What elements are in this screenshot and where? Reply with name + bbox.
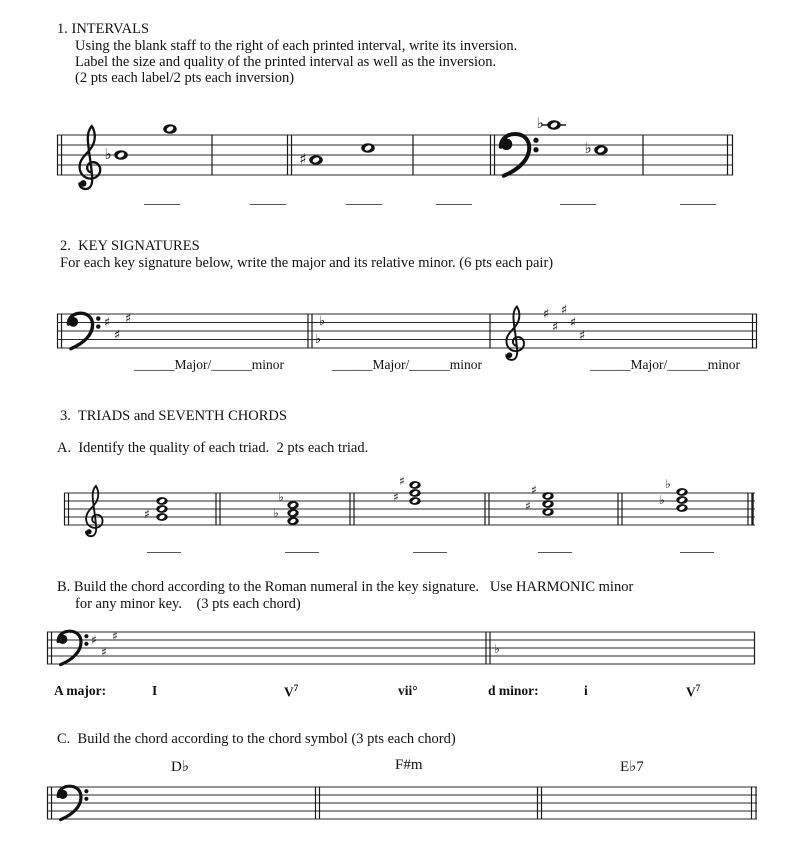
sharp-icon: ♯ xyxy=(578,328,586,344)
whole-note xyxy=(409,481,420,489)
flat-icon: ♭ xyxy=(536,114,544,132)
section2-heading: 2. KEY SIGNATURES xyxy=(60,238,200,254)
whole-note xyxy=(361,143,375,152)
staff-lines xyxy=(57,135,733,175)
whole-note xyxy=(163,124,177,133)
whole-note xyxy=(542,508,553,516)
whole-note xyxy=(547,120,561,129)
sharp-icon: ♯ xyxy=(113,328,121,343)
sharp-icon: ♯ xyxy=(299,150,307,168)
sharp-icon: ♯ xyxy=(103,315,111,331)
staff-intervals xyxy=(50,112,740,212)
whole-note xyxy=(156,513,167,521)
roman-numeral-base: V xyxy=(284,684,294,700)
answer-blank xyxy=(147,551,181,553)
flat-icon: ♭ xyxy=(278,490,284,504)
answer-blank xyxy=(413,551,447,553)
flat-icon: ♭ xyxy=(665,477,671,491)
sharp-icon: ♯ xyxy=(91,633,97,647)
staff-lines xyxy=(47,632,755,664)
sharp-icon: ♯ xyxy=(560,302,568,318)
whole-note xyxy=(409,497,420,505)
roman-numeral-sup: 7 xyxy=(695,683,701,693)
whole-note xyxy=(542,492,553,500)
answer-blank xyxy=(285,551,319,553)
sharp-icon: ♯ xyxy=(101,645,107,659)
roman-numeral-I: I xyxy=(152,683,158,698)
roman-numeral-V7 xyxy=(284,683,298,701)
whole-note xyxy=(594,145,608,154)
chord-symbol-Eb7: E♭7 xyxy=(620,759,644,775)
whole-note xyxy=(287,501,298,509)
flat-icon: ♭ xyxy=(584,139,592,157)
whole-note xyxy=(309,155,323,164)
whole-note xyxy=(156,497,167,505)
section1-instruction-2: Label the size and quality of the printed interval as well as the inversion. xyxy=(75,54,497,70)
section3-heading: 3. TRIADS and SEVENTH CHORDS xyxy=(60,408,287,424)
answer-blank xyxy=(436,203,472,205)
roman-numeral-sup: 7 xyxy=(293,683,299,693)
section3c-instruction: C. Build the chord according to the chord symbol (3 pts each chord) xyxy=(57,731,456,747)
answer-blank xyxy=(560,203,596,205)
flat-icon: ♭ xyxy=(104,145,112,163)
whole-note xyxy=(114,150,128,159)
key-label-a-major: A major: xyxy=(54,683,107,698)
sharp-icon: ♯ xyxy=(144,507,150,521)
section3b-instruction-1: B. Build the chord according to the Roman numeral in the key signature. Use HARMONIC minor xyxy=(57,579,634,595)
answer-blank xyxy=(144,203,180,205)
answer-blank xyxy=(680,551,714,553)
whole-note xyxy=(156,505,167,513)
staff-lines xyxy=(47,787,757,819)
roman-numeral-vii-dim: vii° xyxy=(398,683,418,698)
major-minor-label: ______Major/______minor xyxy=(134,357,284,372)
whole-note xyxy=(287,509,298,517)
staff-roman-numerals xyxy=(42,622,762,677)
sharp-icon: ♯ xyxy=(531,483,537,497)
section2-instruction: For each key signature below, write the major and its relative minor. (6 pts each pair) xyxy=(60,255,554,271)
whole-note xyxy=(542,500,553,508)
sharp-icon: ♯ xyxy=(399,474,405,488)
flat-icon: ♭ xyxy=(659,493,665,507)
section1-instruction-1: Using the blank staff to the right of each printed interval, write its inversion. xyxy=(75,38,518,54)
major-minor-label: ______Major/______minor xyxy=(590,357,740,372)
flat-icon: ♭ xyxy=(318,314,326,329)
answer-blank xyxy=(680,203,716,205)
roman-numeral-i: i xyxy=(584,683,588,698)
whole-note xyxy=(676,496,687,504)
sharp-icon: ♯ xyxy=(124,311,132,327)
answer-blank xyxy=(250,203,286,205)
chord-symbol-Fsharp-m: F#m xyxy=(395,757,423,773)
staff-lines xyxy=(57,311,757,348)
flat-icon: ♭ xyxy=(314,332,322,347)
section1-heading: 1. INTERVALS xyxy=(57,21,150,37)
sharp-icon: ♯ xyxy=(569,315,577,331)
sharp-icon: ♯ xyxy=(393,490,399,504)
answer-blank xyxy=(538,551,572,553)
treble-clef-icon xyxy=(506,307,524,360)
major-minor-label: ______Major/______minor xyxy=(332,357,482,372)
section1-instruction-3: (2 pts each label/2 pts each inversion) xyxy=(75,70,295,86)
whole-note xyxy=(676,504,687,512)
roman-numeral-V7 xyxy=(686,683,700,701)
answer-blank xyxy=(346,203,382,205)
sharp-icon: ♯ xyxy=(542,307,550,322)
key-label-d-minor: d minor: xyxy=(488,683,539,698)
sharp-icon: ♯ xyxy=(112,629,118,643)
staff-chord-symbols xyxy=(42,780,762,828)
chord-symbol-Db: D♭ xyxy=(171,759,189,775)
whole-note xyxy=(409,489,420,497)
whole-note xyxy=(676,488,687,496)
sharp-icon: ♯ xyxy=(525,499,531,513)
sharp-icon: ♯ xyxy=(551,319,559,335)
flat-icon: ♭ xyxy=(273,506,279,520)
staff-triads xyxy=(55,475,760,570)
flat-icon: ♭ xyxy=(494,642,500,656)
section3a-instruction: A. Identify the quality of each triad. 2 pts each triad. xyxy=(57,440,369,456)
roman-numeral-base: V xyxy=(686,684,696,700)
treble-clef-icon xyxy=(79,126,100,189)
whole-note xyxy=(287,517,298,525)
section3b-instruction-2: for any minor key. (3 pts each chord) xyxy=(75,596,301,612)
